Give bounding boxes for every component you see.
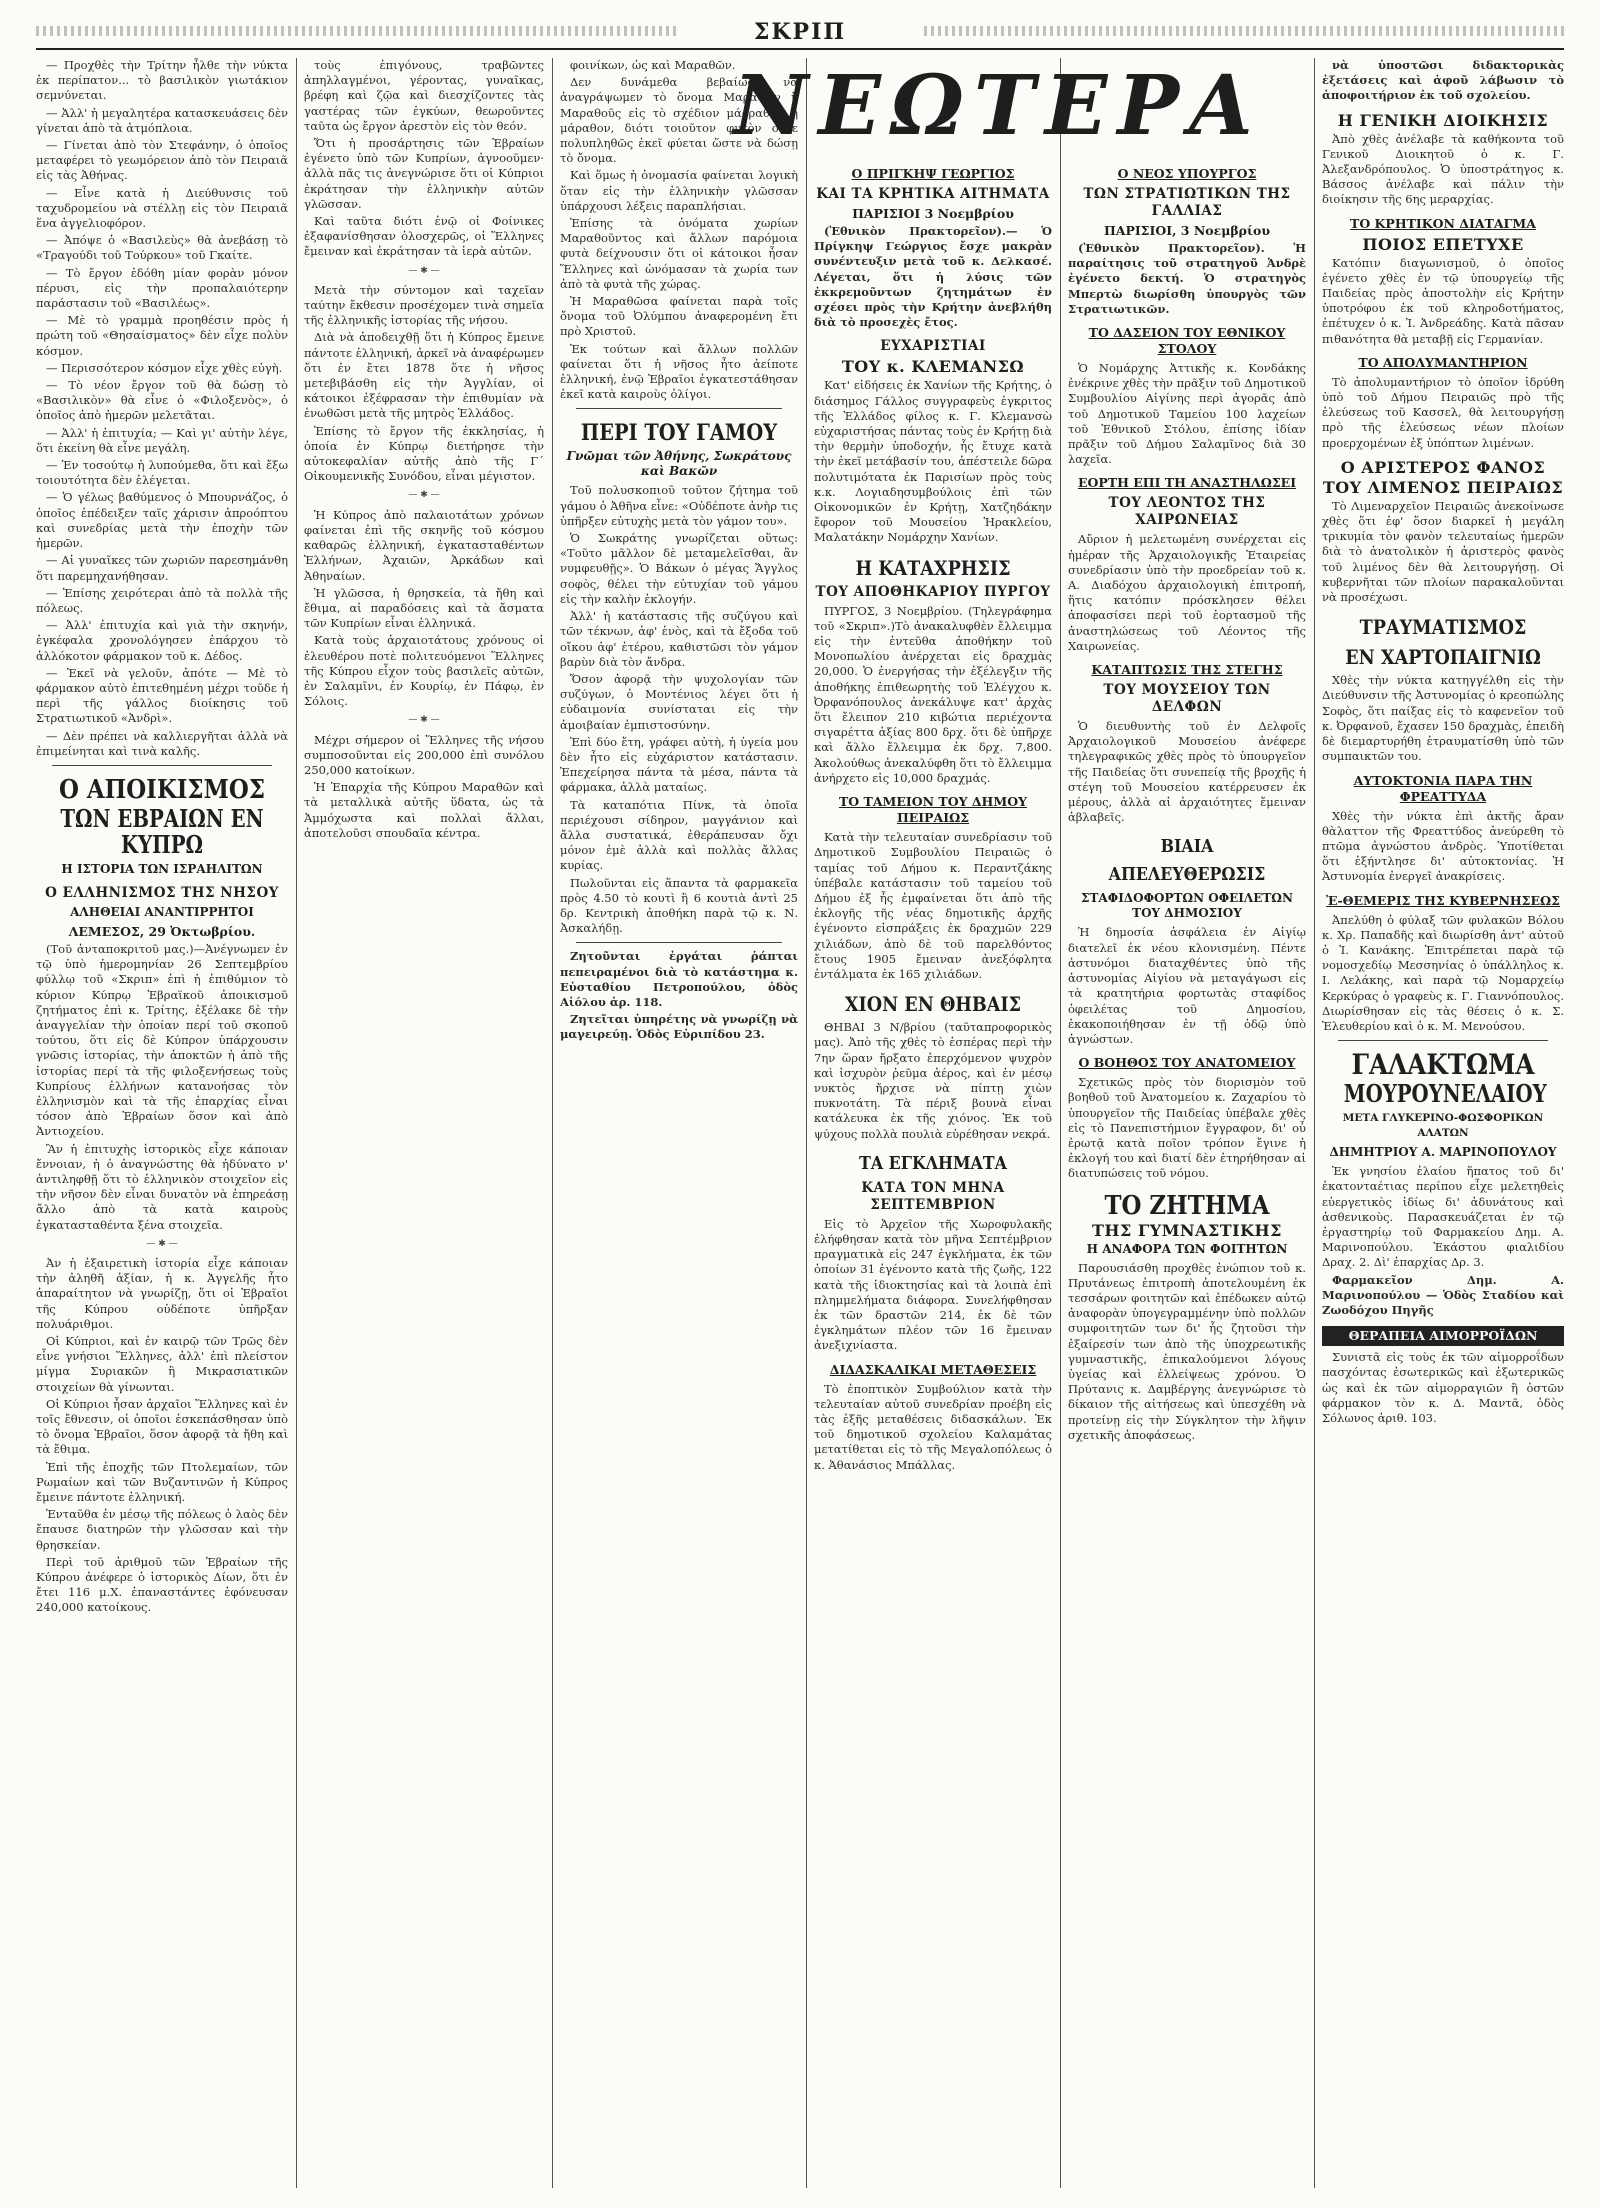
article-paragraph: Ὅσον ἀφορᾷ τὴν ψυχολογίαν τῶν συζύγων, ὁ Μοντένιος λέγει ὅτι ἡ εὐδαιμονία συνίσταται εἰς τὴν ἀμοιβαίαν ἐμπιστοσύνην.: [560, 671, 798, 732]
section-divider: [576, 942, 782, 943]
article-paragraph: Πωλοῦνται εἰς ἅπαντα τὰ φαρμακεῖα πρὸς 4.50 τὸ κουτὶ ἢ 6 κουτιὰ ἀντὶ 25 δρ. Κεντρικὴ ἀποθήκη παρὰ τῷ κ. Ν. Ἀσκαλήδῃ.: [560, 875, 798, 936]
article-paragraph: Αὔριον ἡ μελετωμένη συνέρχεται εἰς ἡμέραν τῆς Ἀρχαιολογικῆς Ἑταιρείας συνεδρίασιν ὑπὸ τὴν προεδρείαν τοῦ κ. Α. Διαδόχου ἀρχαιολογικὴ ἐπιτροπή, ἥτις κατόπιν πρόσκλησεν θέλει ἀποφασίσει περὶ τοῦ ἑορτασμοῦ τῆς ἀναστηλώσεως τοῦ Λέοντος τῆς Χαιρωνείας.: [1068, 532, 1306, 653]
article-subhead: ΤΟΥ ΛΙΜΕΝΟΣ ΠΕΙΡΑΙΩΣ: [1322, 477, 1564, 497]
section-divider: [576, 408, 782, 409]
article-paragraph: Μέχρι σήμερον οἱ Ἕλληνες τῆς νήσου συμποσοῦνται εἰς 200,000 ἐπὶ συνόλου 250,000 κατοίκων.: [304, 732, 544, 777]
ad-paragraph: Συνιστᾶ εἰς τοὺς ἐκ τῶν αἱμορροΐδων πασχόντας ἐσωτερικῶς καὶ ἐξωτερικῶς ὡς καὶ ἐκ τῶν αἱμορραγιῶν ἢ ὀστῶν φάρμακον τὸν κ. Δ. Μαντᾶ, ὁδὸς Σόλωνος ἀριθ. 103.: [1322, 1350, 1564, 1425]
article-headline: ΧΙΟΝ ΕΝ ΘΗΒΑΙΣ: [844, 992, 1022, 1017]
section-divider: [52, 765, 272, 766]
article-headline: ΤΟ ΖΗΤΗΜΑ: [1104, 1190, 1270, 1221]
news-snippet: — Μὲ τὸ γραμμὰ προηθέσιν πρὸς ἡ πρώτη τοῦ «Θησαίσματος» δὲν εἶχε πολὺν κόσμον.: [36, 313, 288, 358]
article-headline: ΚΑΤΑΠΤΩΣΙΣ ΤΗΣ ΣΤΕΓΗΣ: [1091, 662, 1283, 678]
article-subhead: ΚΑΙ ΤΑ ΚΡΗΤΙΚΑ ΑΙΤΗΜΑΤΑ: [816, 186, 1050, 202]
article-subhead: ΤΟΥ ΑΠΟΘΗΚΑΡΙΟΥ ΠΥΡΓΟΥ: [815, 583, 1051, 600]
article-headline: Ο ΠΡΙΓΚΗΨ ΓΕΩΡΓΙΟΣ: [851, 166, 1015, 181]
section-divider: [1338, 1040, 1548, 1041]
article-dateline: ΠΑΡΙΣΙΟΙ, 3 Νοεμβρίου: [1103, 223, 1271, 238]
article-subhead: ΤΟΥ κ. ΚΛΕΜΑΝΣΩ: [841, 357, 1025, 377]
classified-ad: Ζητεῖται ὑπηρέτης νὰ γνωρίζῃ νὰ μαγειρεύῃ. Ὁδὸς Εὐριπίδου 23.: [560, 1012, 798, 1042]
article-paragraph: Ἐκ τούτων καὶ ἄλλων πολλῶν φαίνεται ὅτι ἡ νῆσος ἦτο ἀείποτε ἑλληνική, ἐνῷ Ἑβραῖοι ἐγκατεστάθησαν ἐκεῖ κατὰ καιροὺς ὀλίγοι.: [560, 341, 798, 402]
article-paragraph: Ἂν ἡ ἐπιτυχὴς ἱστορικὸς εἶχε κάποιαν ἔννοιαν, ἡ ὁ ἀναγνώστης θὰ ἠδύνατο ν' ἀντιληφθῇ ὅτι τὸ ἐλληνικὸν στοιχεῖον εἰς τὴν νῆσον δὲν εἶναι δυνατὸν νὰ ἐπηρεάσῃ ἄλλο ἀπὸ τὰ κατὰ καιροὺς ἐγκατασταθέντα ξένα στοιχεῖα.: [36, 1141, 288, 1232]
column-1: [36, 58, 288, 2188]
article-paragraph: Ἐπὶ τῆς ἐποχῆς τῶν Πτολεμαίων, τῶν Ρωμαίων καὶ τῶν Βυζαντινῶν ἡ Κύπρος ἔμεινε πάντοτε ἑλληνική.: [36, 1459, 288, 1505]
column-rule: [1060, 58, 1061, 2188]
article-paragraph: Χθὲς τὴν νύκτα ἐπὶ ἀκτῆς ἄραν θὰλαττον τῆς Φρεαττύδος ἀνεύρεθη τὸ πτῶμα ἀγνώστου ἀνδρὸς. Ὑποτίθεται ὅτι ἐξήντλησε δι' αὐτοκτονίας. Ἡ Ἀστυνομία ἐνεργεῖ ἀνακρίσεις.: [1322, 808, 1564, 884]
news-snippet: — Τὸ νέον ἔργον τοῦ θὰ δώσῃ τὸ «Βασιλικὸν» θὰ εἶνε ὁ «Φιλοξενὸς», ὁ ὁποῖος ἀπὸ ἡμερῶν μελετᾶται.: [36, 378, 288, 423]
article-paragraph: Ὁ Νομάρχης Ἀττικῆς κ. Κονδάκης ἐνέκρινε χθὲς τὴν πρᾶξιν τοῦ Δημοτικοῦ Συμβουλίου Αἰγίνης περὶ ἀγορᾶς ἀπὸ τοῦ Δημοτικοῦ Ταμείου 100 λαχείων τοῦ Ἐθνικοῦ Στόλου, ἐπίσης ἰδίαν πρᾶξιν τοῦ Δήμου Σαλαμῖνος διὰ 30 λαχεῖα.: [1068, 361, 1306, 467]
news-snippet: — Εἶνε κατὰ ἡ Διεύθυνσις τοῦ ταχυδρομείου νὰ στέλλῃ εἰς τὸν Πειραιᾶ ἕνα ἀγγελιοφόρον.: [36, 185, 288, 231]
ad-paragraph: Φαρμακεῖον Δημ. Α. Μαρινοπούλου — Ὁδὸς Σταδίου καὶ Ζωοδόχου Πηγῆς: [1322, 1272, 1564, 1317]
article-paragraph: Κατόπιν διαγωνισμοῦ, ὁ ὁποῖος ἐγένετο χθὲς ἐν τῷ ὑπουργείῳ τῆς Παιδείας πρὸς ἀποστολὴν εἰς Κρήτην ὑποτρόφου ἐκ τοῦ κληροδοτήματος, ἐπέτυχεν ὁ κ. Ἰ. Ἀνδρεάδης. Κατὰ πᾶσαν πιθανότητα θὰ μεταβῇ εἰς Γερμανίαν.: [1322, 255, 1564, 346]
article-subhead: Η ΑΝΑΦΟΡΑ ΤΩΝ ΦΟΙΤΗΤΩΝ: [1086, 1241, 1288, 1256]
article-paragraph: Σχετικῶς πρὸς τὸν διορισμὸν τοῦ βοηθοῦ τοῦ Ἀνατομείου κ. Ζαχαρίου τὸ ὑπουργεῖον τῆς Παιδείας ὑπέβαλε χθὲς εἰς τὸ Πανεπιστήμιον ἔγγραφον, δι' οὗ ἐρωτᾷ κατὰ ποῖον τρόπον ἔγινε ἡ ἐκλογή του καὶ διατί δὲν ἐτηρήθησαν αἱ διατυπώσεις τοῦ νόμου.: [1068, 1075, 1306, 1181]
article-paragraph: Ὅτι ἡ προσάρτησις τῶν Ἑβραίων ἐγένετο ὑπὸ τῶν Κυπρίων, ἀγνοοῦμεν· ἀλλὰ πᾶς τις ἀνεγνώρισε ὅτι οἱ Κύπριοι ἐκράτησαν τὴν ἑλληνικὴν αὐτῶν γλῶσσαν.: [304, 136, 544, 211]
news-snippet: — Προχθὲς τὴν Τρίτην ἦλθε τὴν νύκτα ἐκ περίπατον... τὸ βασιλικὸν γιωτάκιον σεμνύνεται.: [36, 58, 288, 103]
article-subhead: ΠΟΙΟΣ ΕΠΕΤΥΧΕ: [1362, 234, 1524, 254]
masthead-title: ΣΚΡΙΠ: [753, 19, 847, 45]
newspaper-page: [36, 18, 1564, 2190]
article-paragraph: Οἱ Κύπριοι ἦσαν ἀρχαῖοι Ἕλληνες καὶ ἐν τοῖς ἔθνεσιν, οἱ ὁποῖοι ἐσκεπάσθησαν ὑπὸ τὸ ὄνομα Ἑβραῖοι, ὅσον ἀφορᾷ τὰ ἤθη καὶ τὰ ἔθιμα.: [36, 1396, 288, 1457]
article-subhead: ΣΤΑΦΙΔΟΦΟΡΤΩΝ ΟΦΕΙΛΕΤΩΝ ΤΟΥ ΔΗΜΟΣΙΟΥ: [1081, 891, 1293, 921]
article-headline: ΤΑ ΕΓΚΛΗΜΑΤΑ: [859, 1152, 1007, 1174]
news-snippet: — Περισσότερον κόσμον εἶχε χθὲς εὐγὴ.: [46, 360, 283, 375]
news-snippet: — Ὁ γέλως βαθύμενος ὁ Μπουρνάζος, ὁ ὁποῖος ἐπέδειξεν ταῖς χάρισιν ἀπροόπτου καὶ συνεδρίας μετὰ τὴν ἐποχὴν τῶν ἡμερῶν.: [36, 490, 288, 551]
article-paragraph: Κατὰ τοὺς ἀρχαιοτάτους χρόνους οἱ ἐλευθέρου ποτὲ πολιτευόμενοι Ἕλληνες τῆς Κύπρου εἶχον τοὺς βασιλεῖς αὐτῶν, ἐν Σαλαμῖνι, ἐν Κουρίῳ, ἐν Πάφῳ, ἐν Σόλοις.: [304, 633, 544, 709]
article-headline: Ο ΒΟΗΘΟΣ ΤΟΥ ΑΝΑΤΟΜΕΙΟΥ: [1078, 1055, 1296, 1071]
article-subhead: ΤΗΣ ΓΥΜΝΑΣΤΙΚΗΣ: [1092, 1220, 1282, 1240]
news-snippet: — Ἐπίσης χειρότεραι ἀπὸ τὰ πολλὰ τῆς πόλεως.: [36, 585, 288, 615]
news-snippet: — Γίνεται ἀπὸ τὸν Στεφάνην, ὁ ὁποῖος μεταφέρει τὸ γεωμόρειον ἀπὸ τὸν Πειραιᾶ εἰς τὰς Ἀθήνας.: [36, 138, 288, 183]
article-paragraph: Ἀπελύθη ὁ φύλαξ τῶν φυλακῶν Βόλου κ. Χρ. Παπαδῆς καὶ διωρίσθη ἀντ' αὐτοῦ ὁ Ἰ. Κανάκης. Ἐπιτρέπεται παρὰ τῷ νομοσχεδίῳ Μεσσηνίας ὁ ὑπάλληλος κ. Ι. Λελάκης, καὶ παρὰ τῷ Νομαρχείῳ Κερκύρας ὁ γραφεὺς κ. Γ. Γιαννόπουλος. Διωρίσθησαν εἰς τὰς θέσεις ὁ κ. Σ. Ἐλευθερίου καὶ ὁ κ. Μ. Μενούσου.: [1322, 912, 1564, 1033]
news-snippet: — Ἀπόψε ὁ «Βασιλεὺς» θὰ ἀνεβάσῃ τὸ «Τραγούδι τοῦ Τούρκου» τοῦ Γκαίτε.: [36, 233, 288, 263]
article-paragraph: Τοῦ πολυσκοπιοῦ τοῦτον ζήτημα τοῦ γάμου ὁ Ἀθῆνα εἶνε: «Οὐδέποτε ἀνὴρ τις ὑπῆρξεν εὐτυχὴς μετὰ τὸν γάμον του».: [560, 483, 798, 528]
article-paragraph: Οἱ Κύπριοι, καὶ ἐν καιρῷ τῶν Τρῶς δὲν εἶνε γνήσιοι Ἕλληνες, ἀλλ' ἐπὶ πλείστον μίγμα Συριακῶν ἢ Μικρασιατικῶν στοιχείων θὰ γίνωνται.: [36, 1334, 288, 1394]
article-paragraph: Τὸ Λιμεναρχεῖον Πειραιῶς ἀνεκοίνωσε χθὲς ὅτι ἐφ' ὅσον διαρκεῖ ἡ μεγάλη τρικυμία τὸν φανὸν τελευταίως ἡμερῶν διὰ τὸ ἀνατολικὸν ἡ ἀριστερὸς φανὸς τοῦ λιμένος δὲν θὰ λειτουργήσῃ. Οἱ κυβερνῆται τῶν πλοίων παρακαλοῦνται νὰ προσέχωσι.: [1322, 498, 1564, 605]
article-paragraph: Τὰ καταπότια Πίνκ, τὰ ὁποῖα περιέχουσι σίδηρον, μαγγάνιον καὶ ἄλλα συστατικά, ἐθεράπευσαν ὄχι μόνον ἐμὲ ἀλλὰ καὶ πολλὰς ἄλλας κυρίας.: [560, 797, 798, 873]
article-subhead: ΤΟΥ ΛΕΟΝΤΟΣ ΤΗΣ ΧΑΙΡΩΝΕΙΑΣ: [1108, 495, 1266, 529]
article-paragraph: Καὶ ὅμως ἡ ὀνομασία φαίνεται λογικὴ ὅταν εἰς τὴν ἑλληνικὴν γλῶσσαν ὑπάρχουσι λέξεις παραπλήσιαι.: [560, 168, 798, 213]
article-paragraph: ΘΗΒΑΙ 3 Ν/βρίου (ταῦταπροφορικὸς μας). Ἀπὸ τῆς χθὲς τὸ ἑσπέρας περὶ τὴν 7ην ὥραν ἤρξατο ἐπερχόμενον ψυχρὸν καὶ ἰσχυρὸν ῥεῦμα ἀέρος, καὶ ἐν μέσῳ νυκτὸς ἤρχισε νὰ πίπτῃ χιὼν πυκνοτάτη. Τὰ πέριξ βουνὰ εἶναι κατάλευκα ἐκ τῆς χιόνος. Ἐκ τοῦ ψύχους πολλὰ πουλιὰ εὑρέθησαν νεκρά.: [814, 1020, 1052, 1141]
article-paragraph: Περὶ τοῦ ἀριθμοῦ τῶν Ἑβραίων τῆς Κύπρου ἀνέφερε ὁ ἱστορικὸς Δίων, ὅτι ἐν ἔτει 116 μ.Χ. ἐπαναστάντες ἐφόνευσαν 240,000 κατοίκους.: [36, 1554, 288, 1615]
ad-headline: ΘΕΡΑΠΕΙΑ ΑΙΜΟΡΡΟΪΔΩΝ: [1322, 1326, 1564, 1346]
news-snippet: — Ἀλλ' ἡ μεγαλητέρα κατασκευάσεις δὲν γίνεται ἀπὸ τὰ ἀτμόπλοια.: [36, 105, 288, 135]
article-headline: Ἐ-ΘΕΜΕΡΙΣ ΤΗΣ ΚΥΒΕΡΝΗΣΕΩΣ: [1325, 892, 1561, 908]
article-subhead: ΕΝ ΧΑΡΤΟΠΑΙΓΝΙΩ: [1345, 645, 1541, 670]
article-subhead: ΑΛΗΘΕΙΑΙ ΑΝΑΝΤΙΡΡΗΤΟΙ: [70, 904, 254, 919]
article-paragraph: Ἐνταῦθα ἐν μέσῳ τῆς πόλεως ὁ λαὸς δὲν ἔπαυσε διατηρῶν τὴν γλῶσσαν καὶ τὴν θρησκείαν.: [36, 1507, 288, 1552]
article-paragraph: Ὁ διευθυντὴς τοῦ ἐν Δελφοῖς Ἀρχαιολογικοῦ Μουσείου ἀνέφερε τηλεγραφικῶς χθὲς πρὸς τὸ ὑπουργεῖον τῆς Παιδείας ὅτι συνεπείᾳ τῆς βροχῆς ἡ στέγη τοῦ Μουσείου κατέρρευσεν ἐκ μέρους, ἀλλὰ αἱ ἀρχαιότητες ἔμειναν ἀβλαβεῖς.: [1068, 719, 1306, 825]
star-divider-icon: — ✱ —: [408, 715, 440, 726]
article-subhead: Ο ΕΛΛΗΝΙΣΜΟΣ ΤΗΣ ΝΗΣΟΥ: [45, 884, 279, 901]
article-headline: ΠΕΡΙ ΤΟΥ ΓΑΜΟΥ: [580, 420, 778, 447]
ad-headline: ΓΑΛΑΚΤΩΜΑ: [1351, 1048, 1535, 1082]
article-paragraph: Κατὰ τὴν τελευταίαν συνεδρίασιν τοῦ Δημοτικοῦ Συμβουλίου Πειραιῶς ὁ ταμίας τοῦ Δήμου κ. Περαντζάκης ὑπέβαλε κατάστασιν τοῦ ταμείου τοῦ Δήμου ἐξ ἧς ἐμφαίνεται ὅτι ἀπὸ τῆς ἐκλογῆς τῆς νέας δημοτικῆς ἀρχῆς ἐγένοντο εἰσπράξεις ἐκ δραχμῶν 229 χιλιάδων, ἀπὸ δὲ τοῦ παρελθόντος ἔτους 1905 ἔμειναν ἀνεξόφλητα ἐντάλματα ἐκ 165 χιλιάδων.: [814, 830, 1052, 981]
article-paragraph: Ἀπὸ χθὲς ἀνέλαβε τὰ καθήκοντα τοῦ Γενικοῦ Διοικητοῦ ὁ κ. Γ. Ἀλεξανδρόπουλος. Ὁ ὑποστράτηγος κ. Βάσσος ἀνέλαβε καὶ πάλιν τὴν διοίκησιν τῆς 6ης μεραρχίας.: [1322, 131, 1564, 207]
article-subhead: ΤΟΥ ΜΟΥΣΕΙΟΥ ΤΩΝ ΔΕΛΦΩΝ: [1103, 682, 1271, 716]
article-paragraph: Κατ' εἰδήσεις ἐκ Χανίων τῆς Κρήτης, ὁ διάσημος Γάλλος συγγραφεὺς ἐγκριτος τῆς Ἑλλάδος φίλος κ. Γ. Κλεμανσὼ εὐχαριστήσας πάντας τοὺς ἐν Κρήτῃ διὰ τὴν θερμὴν ὑποδοχήν, ἧς ἔτυχε κατὰ τὴν ἐκεῖ μετάβασίν του, ἀπέστειλε δῶρα πολυτιμότατα ἐκ Παρισίων πρὸς τοὺς κ.κ. Λογιαδησυμβούλοις ἐπὶ τῶν Οἰκονομικῶν ἐν Κρήτῃ, Χατζηδάκην ἔφορον τοῦ Μουσείου Ἡρακλείου, Μαλατάκην Νομάρχην Χανίων.: [814, 378, 1052, 545]
article-paragraph: Ἡ Κύπρος ἀπὸ παλαιοτάτων χρόνων φαίνεται ἐπὶ τῆς σκηνῆς τοῦ κόσμου καθαρῶς ἑλληνική, ἐγκατασταθέντων Ἑλλήνων, Ἀχαιῶν, Ἀρκάδων καὶ Ἀθηναίων.: [304, 507, 544, 583]
article-headline: Ο ΝΕΟΣ ΥΠΟΥΡΓΟΣ: [1117, 166, 1257, 181]
article-headline: ΔΙΔΑΣΚΑΛΙΚΑΙ ΜΕΤΑΘΕΣΕΙΣ: [829, 1361, 1037, 1377]
ad-paragraph: Ἐκ γνησίου ἐλαίου ἥπατος τοῦ δι' ἑκατονταέτιας περίπου εἶχε μελετηθεὶς εὐεργετικὸς ἰδίως δι' ἀδυνάτους καὶ ἀσθενικοὺς. Παρασκευάζεται ἐν τῷ ἐργαστηρίῳ τοῦ Φαρμακείου Δημ. Α. Μαρινοπούλου. Ἐκάστου φιαλιδίου Δραχ. 2. Δὶ' ἐπαρχίας Δρ. 3.: [1322, 1164, 1564, 1270]
article-subhead: ΚΑΤΑ ΤΟΝ ΜΗΝΑ ΣΕΠΤΕΜΒΡΙΟΝ: [861, 1179, 1005, 1213]
masthead-ornament-right: [924, 26, 1564, 36]
article-paragraph: Ἡ Μαραθῶσα φαίνεται παρὰ τοῖς ὄνομα τοῦ Ὀλύμπου ἀναφερομένη ἔτι πρὸ Χριστοῦ.: [560, 294, 798, 339]
article-subhead: Γνῶμαι τῶν Ἀθήνης, Σωκράτους καὶ Βακῶν: [566, 449, 792, 479]
article-paragraph: Ἡ γλῶσσα, ἡ θρησκεία, τὰ ἤθη καὶ ἔθιμα, αἱ παραδόσεις καὶ τὰ ἄσματα τῶν Κυπρίων εἶναι ἑλληνικά.: [304, 585, 544, 631]
article-headline: ΕΟΡΤΗ ΕΠΙ ΤΗ ΑΝΑΣΤΗΛΩΣΕΙ: [1077, 475, 1297, 491]
article-headline: ΤΟ ΚΡΗΤΙΚΟΝ ΔΙΑΤΑΓΜΑ: [1350, 215, 1536, 231]
article-paragraph: Ὁ Σωκράτης γνωρίζεται οὕτως: «Τοῦτο μᾶλλον δὲ μεταμελεῖσθαι, ἂν νυμφευθῇς». Ὁ Βάκων ὁ μέγας Ἄγγλος σοφὸς, θέλει τὴν εὐτυχίαν τοῦ γάμου εἰς τὴν καλὴν ἐκλογήν.: [560, 531, 798, 606]
star-divider-icon: — ✱ —: [408, 265, 440, 276]
news-snippet: — Αἱ γυναῖκες τῶν χωριῶν παρεσημάνθη ὅτι παρεμηχανήθησαν.: [36, 553, 288, 583]
section-banner-neotera: ΝΕΩΤΕΡΑ: [733, 58, 1263, 154]
masthead: [36, 18, 1564, 50]
article-paragraph: τοὺς ἐπιγόνους, τραβῶντες ἀπηλλαγμένοι, γέροντας, γυναῖκας, βρέφη καὶ ζῷα καὶ διεσχίζοντες τὰς γαστέρας τῶν ἐγκύων, θεωροῦντες ταῦτα ὡς ἔργον ἀρεστὸν εἰς τὸν θεόν.: [304, 58, 544, 133]
article-paragraph: (Ἐθνικὸν Πρακτορεῖον).— Ὁ Πρίγκηψ Γεώργιος ἔσχε μακρὰν συνέντευξιν μετὰ τοῦ κ. Δελκασέ. Λέγεται, ὅτι ἡ λύσις τῶν ἐκκρεμοῦντων ζητημάτων ἐν σχέσει πρὸς τὴν Κρήτην ἀνεβλήθη διὰ τὸ προσεχὲς ἔτος.: [814, 224, 1052, 330]
article-paragraph: Ἡ Ἐπαρχία τῆς Κύπρου Μαραθῶν καὶ τὰ μεταλλικὰ αὐτῆς ὕδατα, ὡς τὰ Ἀμμόχωστα καὶ πολλαὶ ἄλλαι, ἀποτελοῦσι σπουδαῖα κέντρα.: [304, 780, 544, 840]
star-divider-icon: — ✱ —: [146, 1238, 178, 1249]
star-divider-icon: — ✱ —: [408, 490, 440, 501]
article-paragraph: (Τοῦ ἀνταποκριτοῦ μας.)—Ἀνέγνωμεν ἐν τῷ ὑπὸ ἡμερομηνίαν 26 Σεπτεμβρίου φύλλῳ τοῦ «Σκριπ» ἐπὶ ἡ ἐπιθύμιον τὸ κύριον Κύπρῳ Ἑβραϊκοῦ ἀποικισμοῦ ζητήματος ἐπὶ κ. Τρίτης, ἐξέλακε δὲ τὴν ἀναγγελίαν τὴν ὁποίαν περί τοῦ σκοποῦ τούτου, ὅτι εἰς δὲ Κύπρον ὑπάρχουσιν γνῶσις ἱστορίας, τὴν ἀποκτῶν ἡ ἀπὸ τῆς ἱστορίας περί τὰ τῆς φιλοξενήσεως τοὺς Κυπρίους ἐλλήνων κατανοήσας τὸν ἐλληνισμὸν καὶ τὰ τῆς ἐπαρχίας εἶναι τόσον ἀπὸ Ἑβραίων ὅσον καὶ ἀπὸ Ἀντιοχείου.: [36, 941, 288, 1139]
article-headline: Η ΚΑΤΑΧΡΗΣΙΣ: [855, 555, 1011, 580]
article-headline: ΑΥΤΟΚΤΟΝΙΑ ΠΑΡΑ ΤΗΝ ΦΡΕΑΤΤΥΔΑ: [1353, 772, 1533, 804]
column-rule: [1314, 58, 1315, 2188]
column-4: [814, 158, 1052, 2188]
news-snippet: — Ἀλλ' ἡ ἐπιτυχία; — Καὶ γι' αὐτὴν λέγε, ὅτι ἐκείνη θὰ εἶνε μεγάλη.: [36, 425, 288, 455]
ad-headline-2: ΜΟΥΡΟΥΝΕΛΑΙΟΥ: [1343, 1079, 1547, 1109]
article-paragraph: Δεν δυνάμεθα βεβαίως νὰ ἀναγράψωμεν τὸ ὄνομα Μαραθὼν ἢ Μαραθοῦς εἰς τὸ σχέδιον μάρραθον ἢ μάραθον, διότι τοιοῦτον φυτὸν οὔτε πολυπληθῶς ἐκεῖ φύεται ὥστε νὰ δώσῃ τὸ ὄνομα.: [560, 75, 798, 166]
column-rule: [806, 58, 807, 2188]
column-3: [560, 58, 798, 2188]
article-subhead: ΤΩΝ ΣΤΡΑΤΙΩΤΙΚΩΝ ΤΗΣ ΓΑΛΛΙΑΣ: [1083, 186, 1291, 219]
classified-ad: Ζητοῦνται ἐργάται ῥάπται πεπειραμένοι διὰ τὸ κατάστημα κ. Εὐσταθίου Πετροπούλου, ὁδὸς Αἰόλου ἀρ. 118.: [560, 949, 798, 1009]
article-headline: ΤΟ ΑΠΟΛΥΜΑΝΤΗΡΙΟΝ: [1358, 354, 1528, 370]
article-paragraph: Ἐπὶ δύο ἔτη, γράφει αὐτὴ, ἡ ὑγεία μου δὲν ἦτο εἰς εὐχάριστον κατάστασιν. Ἐπεχείρησα πάντα τὰ μέσα, πάντα τὰ φάρμακα, ἀλλὰ ματαίως.: [560, 734, 798, 795]
article-headline: ΕΥΧΑΡΙΣΤΙΑΙ: [880, 338, 986, 355]
article-dateline: ΠΑΡΙΣΙΟΙ 3 Νοεμβρίου: [852, 206, 1014, 221]
article-headline: Ο ΑΠΟΙΚΙΣΜΟΣ: [58, 774, 266, 805]
article-paragraph: (Ἐθνικὸν Πρακτορεῖον). Ἡ παραίτησις τοῦ στρατηγοῦ Ἀνδρὲ ἐγένετο δεκτή. Ὁ στρατηγὸς Μπερτὼ διωρίσθη ὑπουργὸς τῶν Στρατιωτικῶν.: [1068, 241, 1306, 316]
article-headline: Η ΓΕΝΙΚΗ ΔΙΟΙΚΗΣΙΣ: [1337, 110, 1549, 130]
article-paragraph: Εἰς τὸ Ἀρχεῖον τῆς Χωροφυλακῆς ἐλήφθησαν κατὰ τὸν μῆνα Σεπτέμβριον πραγματικὰ εἰς 247 ἐγκλήματα, ἐκ τῶν ὁποίων 31 ἐγένοντο κατὰ τῆς ζωῆς, 122 κατὰ τῆς ἰδιοκτησίας καὶ τὰ λοιπὰ ἐπὶ πλημμελήματα διάφορα. Συνελήφθησαν ἐκ τῶν δραστῶν 214, ἐκ δὲ τῶν ἐγκλημάτων πλέον τῶν 16 ἔμειναν ἀνεξιχνίαστα.: [814, 1216, 1052, 1353]
column-5: [1068, 158, 1306, 2188]
article-headline: Ο ΑΡΙΣΤΕΡΟΣ ΦΑΝΟΣ: [1340, 457, 1546, 477]
article-headline-2: ΤΩΝ ΕΒΡΑΙΩΝ ΕΝ ΚΥΠΡΩ: [60, 803, 264, 859]
news-snippet: — Τὸ ἔργον ἐδόθη μίαν φορὰν μόνον πέρυσι, εἰς τὴν προπαλαιότερην παράστασιν τοῦ «Βασιλέως».: [36, 265, 288, 311]
ad-subhead: ΔΗΜΗΤΡΙΟΥ Α. ΜΑΡΙΝΟΠΟΥΛΟΥ: [1329, 1145, 1557, 1160]
article-paragraph: Καὶ ταῦτα διότι ἐνῷ οἱ Φοίνικες ἐξαφανίσθησαν ὁλοσχερῶς, οἱ Ἕλληνες ἔμειναν καὶ ἐκράτησαν τὰ ἱερὰ αὐτῶν.: [304, 214, 544, 259]
news-snippet: — Ἐν τοσούτῳ ἡ λυπούμεθα, ὅτι καὶ ἔξω τοιουτότητα δὲν ἐλέγεται.: [36, 458, 288, 488]
article-dateline: ΛΕΜΕΣΟΣ, 29 Ὀκτωβρίου.: [68, 923, 256, 939]
column-rule: [552, 58, 553, 2188]
article-paragraph: Ἐπίσης τὰ ὀνόματα χωρίων Μαραθοῦντος καὶ ἄλλων παρόμοια φυτὰ δείχνουσιν ὅτι οἱ κάτοικοι ἦσαν Ἕλληνες καὶ ὠνόμασαν τὰ χωρία των ἀπὸ τὰ φυτὰ τῆς χώρας.: [560, 216, 798, 291]
article-headline: ΒΙΑΙΑ ΑΠΕΛΕΥΘΕΡΩΣΙΣ: [1108, 836, 1266, 886]
article-paragraph: Μετὰ τὴν σύντομον καὶ ταχεῖαν ταύτην ἔκθεσιν προσέχομεν τινὰ σημεῖα τῆς ἐλληνικῆς ἱστορίας τῆς νήσου.: [304, 282, 544, 328]
column-rule: [296, 58, 297, 2188]
article-paragraph: ΠΥΡΓΟΣ, 3 Νοεμβρίου. (Τηλεγράφημα τοῦ «Σκριπ».)Τὸ ἀνακαλυφθὲν ἔλλειμμα εἰς τὴν ἐντεῦθα ἀποθήκην τοῦ Μονοπωλίου ἀνέρχεται εἰς δραχμὰς 20,000. Ὁ ἐνεργήσας τὴν ἐξέλεγξιν τῆς ἀποθήκης ἐπιθεωρητὴς τοῦ Ἐλέγχου κ. Ὀρφανόπουλος ἀνεκάλυψε κατ' ἀρχὰς ὅτι ἔλειπον 210 κιβώτια περιέχοντα σιγαρέττα ἀξίας 800 δρχ. ὅτι δὲ ὑπῆρχε καὶ ἄλλο ἔλλειμμα ἐκ δρχ. 7,800. Ἀκολούθως ἀνεκαλύφθη ὅτι τὸ ἔλλειμμα ἀνήρχετο εἰς 10,000 δραχμάς.: [814, 603, 1052, 785]
article-headline: ΤΟ ΤΑΜΕΙΟΝ ΤΟΥ ΔΗΜΟΥ ΠΕΙΡΑΙΩΣ: [838, 794, 1028, 826]
news-snippet: — Δὲν πρέπει νὰ καλλιεργῆται ἀλλὰ νὰ ἐπιμείνηται καὶ τινὰ καλῆς.: [36, 728, 288, 758]
article-paragraph: Ἐπίσης τὸ ἔργον τῆς ἐκκλησίας, ἡ ὁποία ἐν Κύπρῳ διετήρησε τὴν αὐτοκεφαλίαν αὐτῆς ἀπὸ τῆς Γ΄ Οἰκουμενικῆς Συνόδου, εἶναι μέγιστον.: [304, 423, 544, 484]
article-paragraph: Διὰ νὰ ἀποδειχθῇ ὅτι ἡ Κύπρος ἔμεινε πάντοτε ἑλληνική, ἀρκεῖ νὰ ἀναφέρωμεν ὅτι ἐν ἔτει 1878 ὅτε ἡ νῆσος μετεβιβάσθη εἰς τὴν Ἀγγλίαν, οἱ κάτοικοι ἐξέφρασαν τὴν ἐπιθυμίαν νὰ ἑνωθῶσι μετὰ τῆς μητρὸς Ἑλλάδος.: [304, 330, 544, 421]
article-paragraph: Ἀλλ' ἡ κατάστασις τῆς συζύγου καὶ τῶν τέκνων, ἀφ' ἑνὸς, καὶ τὰ ἔξοδα τοῦ οἴκου ἀφ' ἑτέρου, καθιστῶσι τὸν γάμον βαρὺν διὰ τὸν ἄνδρα.: [560, 609, 798, 669]
news-snippet: — Ἐκεῖ νὰ γελοῦν, ἀπότε — Μὲ τὸ φάρμακον αὐτὸ ἐπιτεθημένη μέχρι τοῦδε ἡ περὶ τῆς γάλλος διοίκησις τοῦ Στρατιωτικοῦ «Ἀνδρὶ».: [36, 665, 288, 726]
news-snippet: — Ἀλλ' ἐπιτυχία καὶ γιὰ τὴν σκηνήν, ἐγκέφαλα χρονολόγησεν ἐπάρχου τὸ ἀλλόκοτον φάρμακον τοῦ κ. Δέδος.: [36, 618, 288, 663]
article-subhead: Η ΙΣΤΟΡΙΑ ΤΩΝ ΙΣΡΑΗΛΙΤΩΝ: [61, 861, 263, 876]
article-paragraph: νὰ ὑποστῶσι διδακτορικὰς ἐξετάσεις καὶ ἀφοῦ λάβωσιν τὸ ἀποφοιτήριον ἐκ τοῦ σχολείου.: [1322, 58, 1564, 103]
article-headline: ΤΟ ΔΑΣΕΙΟΝ ΤΟΥ ΕΘΝΙΚΟΥ ΣΤΟΛΟΥ: [1088, 325, 1286, 357]
article-paragraph: Ἀν ἡ ἐξαιρετικὴ ἱστορία εἶχε κάποιαν τὴν ἀληθῆ ἀξίαν, ἡ κ. Ἀγγελῆς ἦτο ἀπαραίτητον νὰ γνωρίζῃ, ὅτι οἱ Ἑβραῖοι τῆς Κύπρου οὐδέποτε ὑπῆρξαν πολυάριθμοι.: [36, 1256, 288, 1331]
article-paragraph: φοινίκων, ὡς καὶ Μαραθῶν.: [570, 58, 736, 72]
article-paragraph: Παρουσιάσθη προχθὲς ἐνώπιον τοῦ κ. Πρυτάνεως ἐπιτροπὴ ἀποτελουμένη ἐκ τεσσάρων φοιτητῶν καὶ ἐπέδωκεν αὐτῷ ἀναφορὰν ὑπογεγραμμένην ὑπὸ πολλῶν συμφοιτητῶν των δι' ἧς ζητοῦσι τὴν ἐξαίρεσίν των ἀπὸ τῆς ὑποχρεωτικῆς γυμναστικῆς, ἐπικαλούμενοι λόγους ὑγείας καὶ ἐλλείψεως χρόνου. Ὁ Πρύτανις κ. Δαμβέργης ἀνεγνώρισε τὸ δίκαιον τῆς αἰτήσεως καὶ ὑπεσχέθη νὰ προτείνῃ εἰς τὴν Σύγκλητον τὴν λῆψιν σχετικῆς ἀποφάσεως.: [1068, 1260, 1306, 1442]
ad-subhead: ΜΕΤΑ ΓΛΥΚΕΡΙΝΟ-ΦΩΣΦΟΡΙΚΩΝ ΑΛΑΤΩΝ: [1342, 1112, 1544, 1140]
article-paragraph: Τὸ ἀπολυμαντήριον τὸ ὁποῖον ἱδρύθη ὑπὸ τοῦ Δήμου Πειραιῶς πρὸ τῆς ἐλεύσεως τοῦ Κασσελ, θὰ λειτουργήσῃ πρὸ τῆς ἐλεύσεως νέων πλοίων προερχομένων ἐξ ὑπόπτων λιμένων.: [1322, 374, 1564, 450]
column-6: [1322, 58, 1564, 2188]
article-paragraph: Χθὲς τὴν νύκτα κατηγγέλθη εἰς τὴν Διεύθυνσιν τῆς Ἀστυνομίας ὁ κρεοπώλης Σοφὸς, ὅτι παίξας εἰς τὸ καφενεῖον τοῦ κ. Ὀρφανοῦ, ἔχασεν 150 δραχμὰς, ἐπειδὴ δὲ διεμαρτυρήθη ἐτραυματίσθη ὑπὸ τῶν συμπαικτῶν του.: [1322, 673, 1564, 764]
column-2: [304, 58, 544, 2188]
article-paragraph: Τὸ ἐποπτικὸν Συμβούλιον κατὰ τὴν τελευταίαν αὐτοῦ συνεδρίαν προέβη εἰς τὰς ἑξῆς μεταθέσεις διδασκάλων. Ἐκ τοῦ δημοτικοῦ σχολείου Καλαμάτας μετατίθεται εἰς τὸ τῆς Μεγαλοπόλεως ὁ κ. Ἀθανάσιος Μπάλλας.: [814, 1381, 1052, 1472]
article-headline: ΤΡΑΥΜΑΤΙΣΜΟΣ: [1359, 615, 1527, 640]
article-paragraph: Ἡ δημοσία ἀσφάλεια ἐν Αἰγίῳ διατελεῖ ἐκ νέου κλονισμένη. Πέντε ἀστυνόμοι διαταχθέντες ὑπὸ τῆς ἀστυνομίας Αἰγίου νὰ μεταγάγωσι εἰς τὰ κρατητήρια φορτωτὰς σταφίδος ὀφειλέτας τοῦ Δημοσίου, ἐκακοποιήθησαν ἐν τῇ ὁδῷ ὑπὸ ἀγνώστων.: [1068, 925, 1306, 1046]
